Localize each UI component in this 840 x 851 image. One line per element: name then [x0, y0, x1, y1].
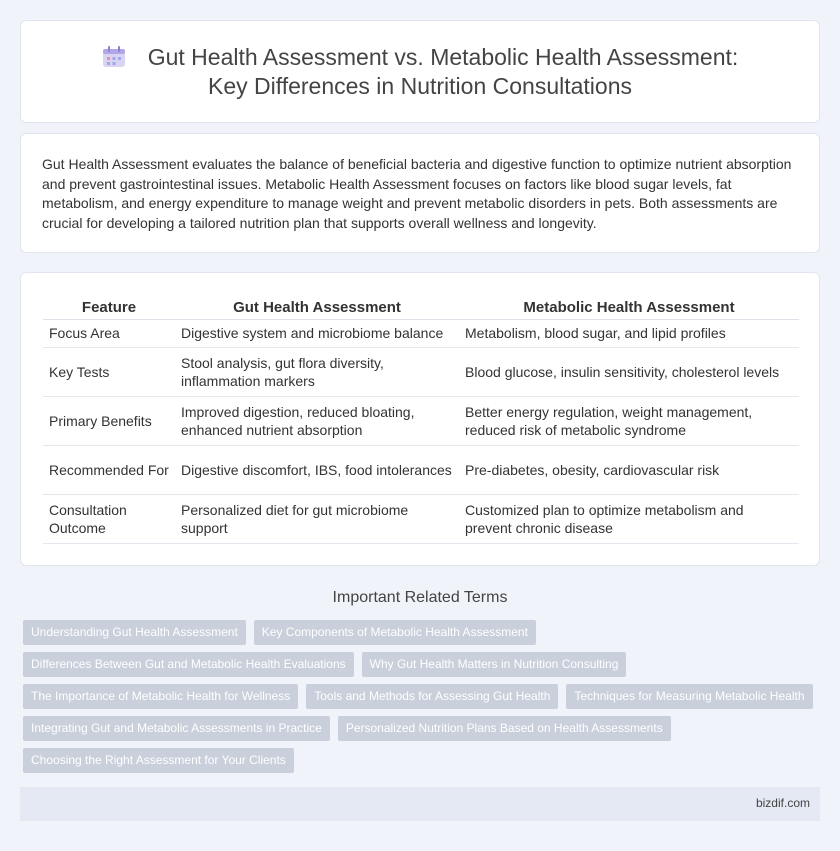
column-header: Gut Health Assessment [175, 297, 459, 319]
related-tags-row [23, 748, 294, 773]
table-row [43, 319, 799, 347]
intro-text: Gut Health Assessment evaluates the balance of beneficial bacteria and digestive function to optimize nutrient absorption and prevent gastrointestinal issues. Metabolic Health Assessment focuses on factors like blood sugar levels, fat metabolism, and energy expenditure to manage weight and prevent metabolic disorders in pets. Both assessments are crucial for developing a tailored nutrition plan that supports overall wellness and longevity. [42, 156, 792, 231]
title-card [20, 20, 820, 123]
table-cell: Stool analysis, gut flora diversity, inflammation markers [175, 347, 459, 396]
table-header-row [43, 297, 799, 319]
table-row [43, 445, 799, 494]
related-tag[interactable]: Understanding Gut Health Assessment [23, 620, 246, 645]
table-cell: Primary Benefits [43, 396, 175, 445]
table-cell: Digestive system and microbiome balance [175, 319, 459, 347]
related-tag[interactable]: Choosing the Right Assessment for Your Clients [23, 748, 294, 773]
intro-card [20, 133, 820, 253]
calendar-icon [102, 46, 126, 68]
related-tags-row [23, 620, 536, 645]
table-row [43, 347, 799, 396]
table-cell: Recommended For [43, 445, 175, 494]
table-cell: Digestive discomfort, IBS, food intolerances [175, 445, 459, 494]
related-tags-row [23, 684, 813, 709]
comparison-card [20, 272, 820, 566]
footer-site-link[interactable]: bizdif.com [755, 796, 810, 810]
related-tag[interactable]: Why Gut Health Matters in Nutrition Consulting [362, 652, 627, 677]
table-cell: Improved digestion, reduced bloating, enhanced nutrient absorption [175, 396, 459, 445]
table-row [43, 494, 799, 543]
column-header: Metabolic Health Assessment [459, 297, 799, 319]
table-cell: Consultation Outcome [43, 494, 175, 543]
related-tag[interactable]: Differences Between Gut and Metabolic Health Evaluations [23, 652, 354, 677]
table-cell: Key Tests [43, 347, 175, 396]
table-cell: Customized plan to optimize metabolism and prevent chronic disease [459, 494, 799, 543]
table-cell: Personalized diet for gut microbiome support [175, 494, 459, 543]
related-tag[interactable]: Key Components of Metabolic Health Assessment [254, 620, 536, 645]
related-tag[interactable]: The Importance of Metabolic Health for Wellness [23, 684, 298, 709]
column-header: Feature [43, 297, 175, 319]
related-tag[interactable]: Techniques for Measuring Metabolic Health [566, 684, 812, 709]
page-title: Gut Health Assessment vs. Metabolic Health Assessment: Key Differences in Nutrition Consultations [147, 44, 739, 99]
related-tags-row [23, 652, 626, 677]
related-terms-heading: Important Related Terms [332, 589, 508, 606]
table-cell: Pre-diabetes, obesity, cardiovascular risk [459, 445, 799, 494]
table-cell: Blood glucose, insulin sensitivity, cholesterol levels [459, 347, 799, 396]
table-cell: Metabolism, blood sugar, and lipid profiles [459, 319, 799, 347]
table-cell: Better energy regulation, weight management, reduced risk of metabolic syndrome [459, 396, 799, 445]
table-cell: Focus Area [43, 319, 175, 347]
related-tag[interactable]: Tools and Methods for Assessing Gut Health [306, 684, 558, 709]
related-tag[interactable]: Integrating Gut and Metabolic Assessments in Practice [23, 716, 330, 741]
related-tags-row [23, 716, 671, 741]
footer [20, 787, 820, 821]
table-row [43, 396, 799, 445]
comparison-table [43, 297, 799, 544]
related-tag[interactable]: Personalized Nutrition Plans Based on Health Assessments [338, 716, 671, 741]
